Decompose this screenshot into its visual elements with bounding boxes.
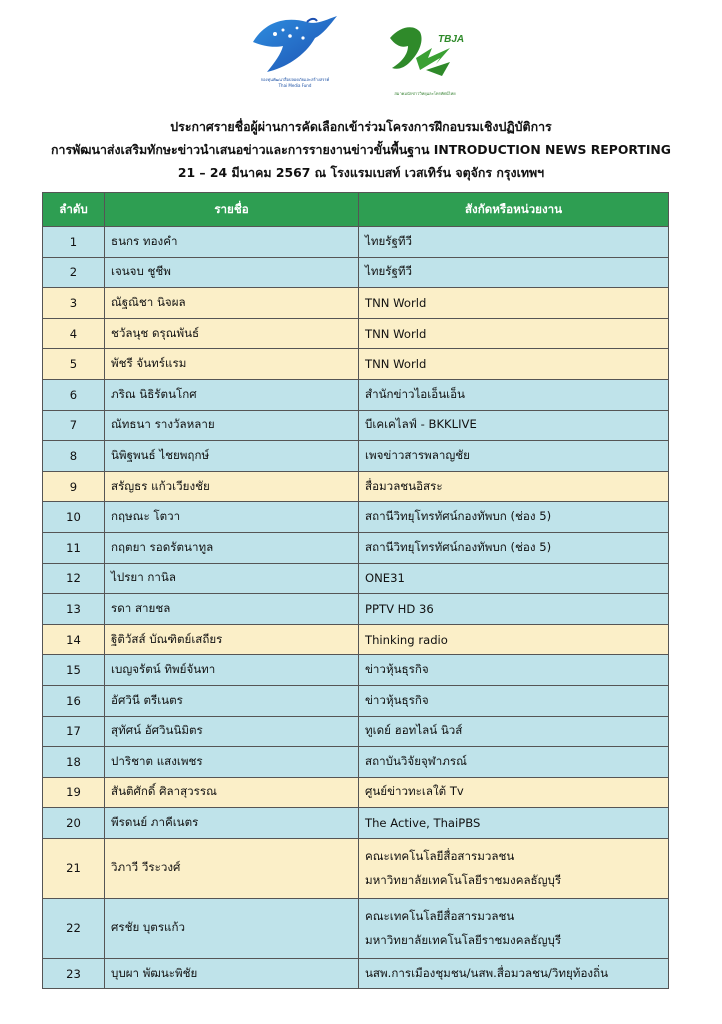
participant-affiliation: ข่าวหุ้นธุรกิจ bbox=[359, 685, 669, 716]
header-line-2: การพัฒนาส่งเสริมทักษะข่าวนำเสนอข่าวและการรายงานข่าวขั้นพื้นฐาน INTRODUCTION NEWS REPORTING bbox=[51, 142, 671, 157]
participant-affiliation bbox=[359, 898, 669, 958]
participant-affiliation: TNN World bbox=[359, 288, 669, 319]
row-number: 6 bbox=[43, 379, 105, 410]
row-number: 13 bbox=[43, 594, 105, 625]
row-number: 1 bbox=[43, 227, 105, 258]
participant-name: ปาริชาต แสงเพชร bbox=[105, 747, 359, 778]
table-row bbox=[43, 471, 669, 502]
participant-name: สุทัศน์ อัศวินนิมิตร bbox=[105, 716, 359, 747]
row-number: 9 bbox=[43, 471, 105, 502]
header-line-3: 21 – 24 มีนาคม 2567 ณ โรงแรมเบสท์ เวสเทิร์น จตุจักร กรุงเทพฯ bbox=[177, 165, 545, 180]
table-row bbox=[43, 747, 669, 778]
logos-area bbox=[0, 12, 722, 102]
participants-table bbox=[42, 192, 669, 989]
table-row bbox=[43, 958, 669, 989]
participant-name: สันติศักดิ์ ศิลาสุวรรณ bbox=[105, 777, 359, 808]
row-number: 11 bbox=[43, 532, 105, 563]
participant-affiliation bbox=[359, 838, 669, 898]
participant-name: เบญจรัตน์ ทิพย์จันทา bbox=[105, 655, 359, 686]
participant-affiliation: ทูเดย์ ฮอทไลน์ นิวส์ bbox=[359, 716, 669, 747]
table-row bbox=[43, 898, 669, 958]
participant-affiliation: ไทยรัฐทีวี bbox=[359, 257, 669, 288]
participant-name: ไปรยา กานิล bbox=[105, 563, 359, 594]
table-row bbox=[43, 410, 669, 441]
table-row bbox=[43, 288, 669, 319]
table-row bbox=[43, 532, 669, 563]
table-row bbox=[43, 808, 669, 839]
participant-affiliation: นสพ.การเมืองชุมชน/นสพ.สื่อมวลชน/วิทยุท้องถิ่น bbox=[359, 958, 669, 989]
table-header-row bbox=[43, 193, 669, 227]
table-row bbox=[43, 318, 669, 349]
announcement-header bbox=[0, 115, 722, 184]
participant-name: บุบผา พัฒนะพิชัย bbox=[105, 958, 359, 989]
column-header-name: รายชื่อ bbox=[105, 193, 359, 227]
participant-affiliation: TNN World bbox=[359, 349, 669, 380]
affiliation-line-2: มหาวิทยาลัยเทคโนโลยีราชมงคลธัญบุรี bbox=[365, 873, 562, 888]
row-number: 2 bbox=[43, 257, 105, 288]
participant-affiliation: บีเคเคไลฟ์ - BKKLIVE bbox=[359, 410, 669, 441]
participant-affiliation: TNN World bbox=[359, 318, 669, 349]
row-number: 5 bbox=[43, 349, 105, 380]
table-row bbox=[43, 624, 669, 655]
participant-name: นิพิฐพนธ์ ไชยพฤกษ์ bbox=[105, 441, 359, 472]
table-row bbox=[43, 227, 669, 258]
table-row bbox=[43, 655, 669, 686]
thai-media-fund-logo bbox=[245, 12, 345, 92]
participant-name: ชวัลนุช ดรุณพันธ์ bbox=[105, 318, 359, 349]
participant-affiliation: Thinking radio bbox=[359, 624, 669, 655]
participant-name: พัชรี จันทร์แรม bbox=[105, 349, 359, 380]
participant-name: อัศวินี ตรีเนตร bbox=[105, 685, 359, 716]
row-number: 21 bbox=[43, 838, 105, 898]
participant-affiliation: ไทยรัฐทีวี bbox=[359, 227, 669, 258]
participant-name: กฤตยา รอดรัตนาทูล bbox=[105, 532, 359, 563]
participant-name: รดา สายชล bbox=[105, 594, 359, 625]
participant-affiliation: สถานีวิทยุโทรทัศน์กองทัพบก (ช่อง 5) bbox=[359, 532, 669, 563]
participant-name: พีรดนย์ ภาคีเนตร bbox=[105, 808, 359, 839]
participant-affiliation: เพจข่าวสารพลาญชัย bbox=[359, 441, 669, 472]
row-number: 10 bbox=[43, 502, 105, 533]
participant-affiliation: สำนักข่าวไอเอ็นเอ็น bbox=[359, 379, 669, 410]
row-number: 23 bbox=[43, 958, 105, 989]
participant-affiliation: สถานีวิทยุโทรทัศน์กองทัพบก (ช่อง 5) bbox=[359, 502, 669, 533]
column-header-no: ลำดับ bbox=[43, 193, 105, 227]
row-number: 22 bbox=[43, 898, 105, 958]
right-logo-caption: สมาคมนักข่าววิทยุและโทรทัศน์ไทย bbox=[394, 91, 456, 96]
participant-name: สรัญธร แก้วเวียงชัย bbox=[105, 471, 359, 502]
participant-name: เจนจบ ชูชีพ bbox=[105, 257, 359, 288]
table-row bbox=[43, 257, 669, 288]
row-number: 12 bbox=[43, 563, 105, 594]
left-logo-caption-en: Thai Media Fund bbox=[278, 83, 312, 88]
participant-name: ณัฐณิชา นิจผล bbox=[105, 288, 359, 319]
row-number: 15 bbox=[43, 655, 105, 686]
row-number: 7 bbox=[43, 410, 105, 441]
affiliation-line-1: คณะเทคโนโลยีสื่อสารมวลชน bbox=[365, 909, 515, 924]
participant-affiliation: The Active, ThaiPBS bbox=[359, 808, 669, 839]
participant-affiliation: สถาบันวิจัยจุฬาภรณ์ bbox=[359, 747, 669, 778]
participant-name: ธนกร ทองคำ bbox=[105, 227, 359, 258]
table-row bbox=[43, 685, 669, 716]
tbja-logo bbox=[380, 18, 470, 102]
row-number: 19 bbox=[43, 777, 105, 808]
affiliation-line-2: มหาวิทยาลัยเทคโนโลยีราชมงคลธัญบุรี bbox=[365, 933, 562, 948]
table-row bbox=[43, 349, 669, 380]
column-header-affiliation: สังกัดหรือหน่วยงาน bbox=[359, 193, 669, 227]
tbja-abbr: TBJA bbox=[438, 34, 465, 45]
row-number: 14 bbox=[43, 624, 105, 655]
left-logo-caption: กองทุนพัฒนาสื่อปลอดภัยและสร้างสรรค์ bbox=[260, 77, 330, 82]
row-number: 16 bbox=[43, 685, 105, 716]
participant-name: กฤษณะ โตวา bbox=[105, 502, 359, 533]
participant-affiliation: ข่าวหุ้นธุรกิจ bbox=[359, 655, 669, 686]
row-number: 18 bbox=[43, 747, 105, 778]
table-row bbox=[43, 441, 669, 472]
table-row bbox=[43, 563, 669, 594]
row-number: 8 bbox=[43, 441, 105, 472]
table-row bbox=[43, 502, 669, 533]
table-body bbox=[43, 227, 669, 989]
participant-name: ศรชัย บุตรแก้ว bbox=[105, 898, 359, 958]
row-number: 4 bbox=[43, 318, 105, 349]
header-line-1: ประกาศรายชื่อผู้ผ่านการคัดเลือกเข้าร่วมโครงการฝึกอบรมเชิงปฏิบัติการ bbox=[170, 119, 552, 134]
participant-name: ภริณ นิธิรัตนโกศ bbox=[105, 379, 359, 410]
participant-affiliation: ONE31 bbox=[359, 563, 669, 594]
affiliation-line-1: คณะเทคโนโลยีสื่อสารมวลชน bbox=[365, 849, 515, 864]
participant-name: ณัทธนา รางวัลหลาย bbox=[105, 410, 359, 441]
table-row bbox=[43, 777, 669, 808]
table-row bbox=[43, 379, 669, 410]
row-number: 17 bbox=[43, 716, 105, 747]
row-number: 3 bbox=[43, 288, 105, 319]
participant-name: วิภาวี วีระวงศ์ bbox=[105, 838, 359, 898]
participant-affiliation: ศูนย์ข่าวทะเลใต้ Tv bbox=[359, 777, 669, 808]
participant-name: ฐิติวัสส์ บัณฑิตย์เสถียร bbox=[105, 624, 359, 655]
table-row bbox=[43, 838, 669, 898]
table-row bbox=[43, 716, 669, 747]
table-row bbox=[43, 594, 669, 625]
participant-affiliation: สื่อมวลชนอิสระ bbox=[359, 471, 669, 502]
participant-affiliation: PPTV HD 36 bbox=[359, 594, 669, 625]
row-number: 20 bbox=[43, 808, 105, 839]
